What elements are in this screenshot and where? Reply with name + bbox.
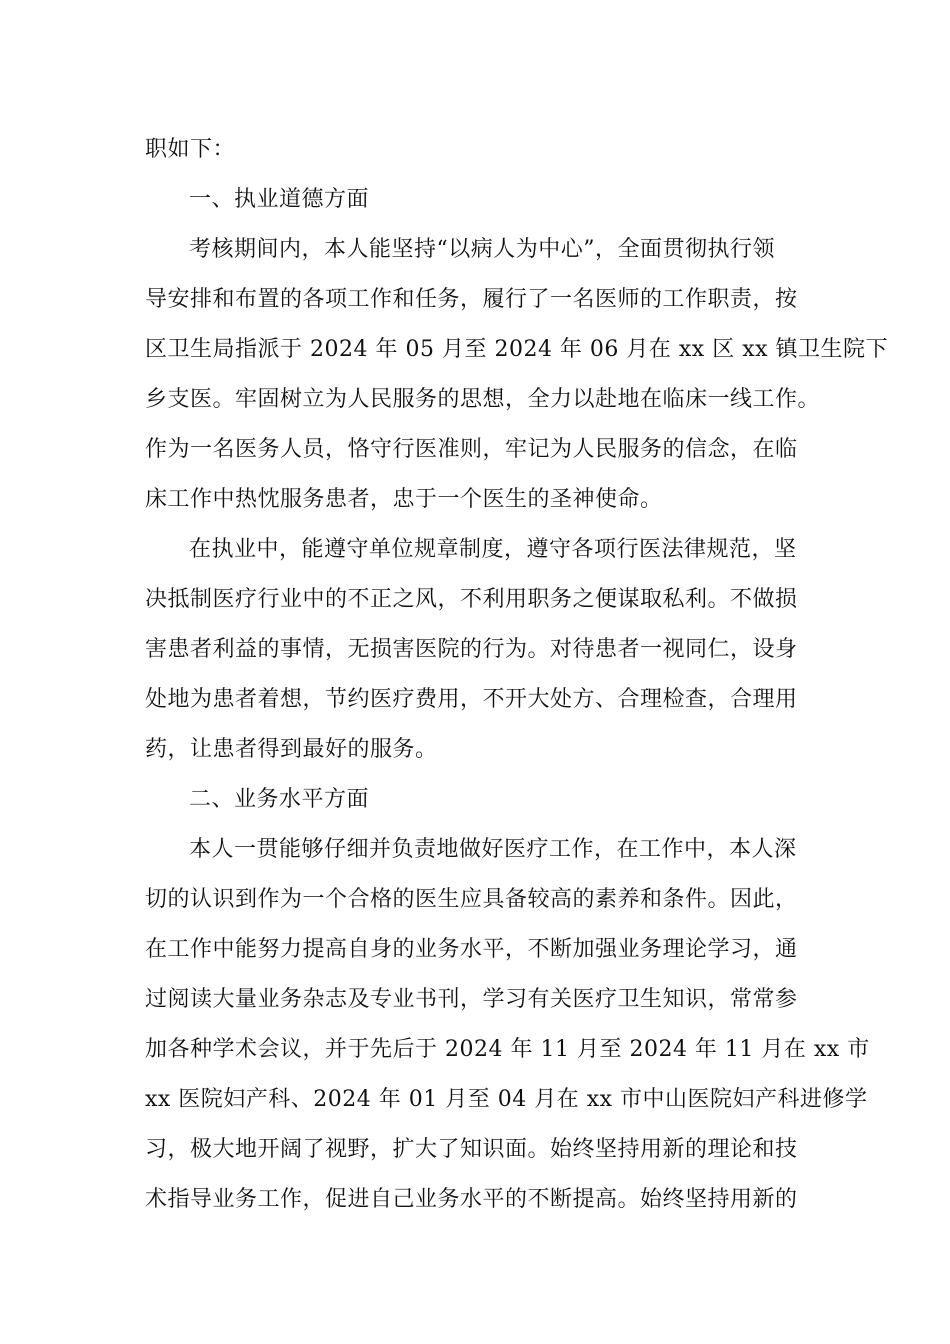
text-line: xx 医院妇产科、2024 年 01 月至 04 月在 xx 市中山医院妇产科进修学 (145, 1087, 868, 1112)
text-line: 处地为患者着想，节约医疗费用，不开大处方、合理检查，合理用 (145, 687, 798, 712)
text-line: 在工作中能努力提高自身的业务水平，不断加强业务理论学习，通 (145, 937, 798, 962)
text-line: 害患者利益的事情，无损害医院的行为。对待患者一视同仁，设身 (145, 637, 798, 662)
text-line: 导安排和布置的各项工作和任务，履行了一名医师的工作职责，按 (145, 287, 798, 312)
text-line: 职如下： (145, 137, 236, 162)
text-line: 考核期间内，本人能坚持“以病人为中心”，全面贯彻执行领 (189, 237, 775, 262)
text-line: 乡支医。牢固树立为人民服务的思想，全力以赴地在临床一线工作。 (145, 387, 821, 412)
text-line: 作为一名医务人员，恪守行医准则，牢记为人民服务的信念，在临 (145, 437, 798, 462)
section-heading: 一、执业道德方面 (189, 187, 370, 212)
text-line: 在执业中，能遵守单位规章制度，遵守各项行医法律规范，坚 (189, 537, 797, 562)
text-line: 习，极大地开阔了视野，扩大了知识面。始终坚持用新的理论和技 (145, 1137, 798, 1162)
text-line: 切的认识到作为一个合格的医生应具备较高的素养和条件。因此， (145, 887, 798, 912)
text-line: 本人一贯能够仔细并负责地做好医疗工作，在工作中，本人深 (189, 837, 797, 862)
text-line: 床工作中热忱服务患者，忠于一个医生的圣神使命。 (145, 487, 663, 512)
text-line: 术指导业务工作，促进自己业务水平的不断提高。始终坚持用新的 (145, 1187, 798, 1212)
text-line: 区卫生局指派于 2024 年 05 月至 2024 年 06 月在 xx 区 xx 镇卫生院下 (145, 337, 889, 362)
text-line: 药，让患者得到最好的服务。 (145, 737, 438, 762)
text-line: 决抵制医疗行业中的不正之风，不利用职务之便谋取私利。不做损 (145, 587, 798, 612)
text-line: 过阅读大量业务杂志及专业书刊，学习有关医疗卫生知识，常常参 (145, 987, 798, 1012)
section-heading: 二、业务水平方面 (189, 787, 370, 812)
text-line: 加各种学术会议，并于先后于 2024 年 11 月至 2024 年 11 月在 xx 市 (145, 1037, 870, 1062)
